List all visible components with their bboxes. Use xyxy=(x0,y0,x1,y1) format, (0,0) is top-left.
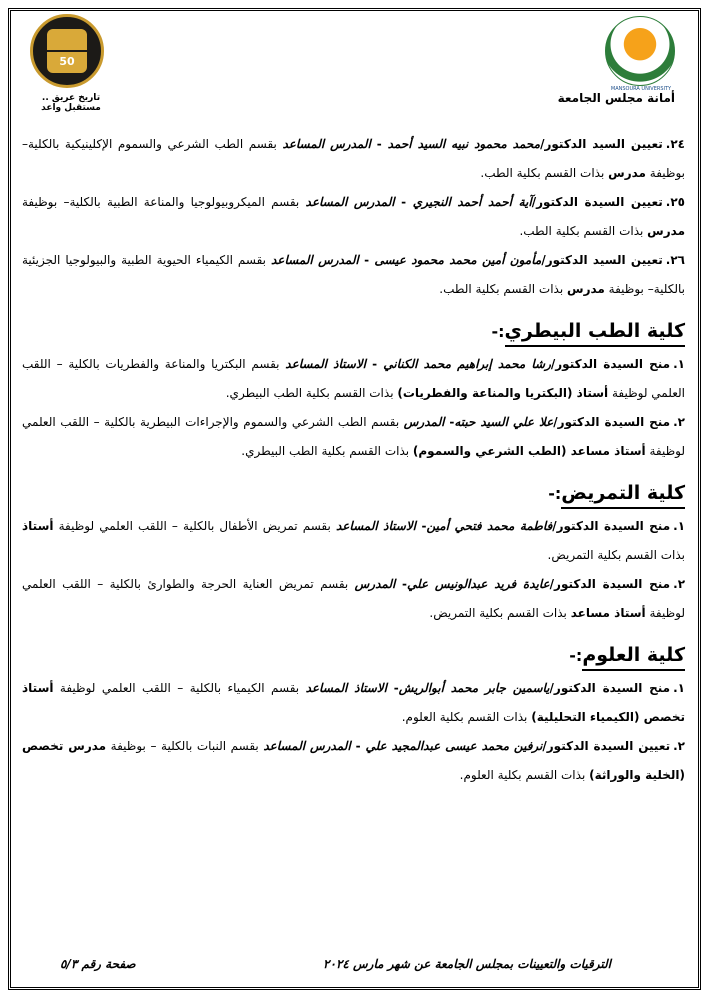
document-body xyxy=(22,130,685,790)
footer-title: الترقيات والتعيينات بمجلس الجامعة عن شهر مارس ٢٠٢٤ xyxy=(323,957,611,971)
section-science xyxy=(22,640,685,790)
section-heading: كلية التمريض:- xyxy=(22,478,685,510)
list-item: ٢.منح السيدة الدكتور/علا علي السيد حبته- المدرس بقسم الطب الشرعي والسموم والإجراءات البيطرية بالكلية – اللقب العلمي لوظيفة أستاذ مساعد (الطب الشرعي والسموم) بذات القسم بكلية الطب البيطري. xyxy=(22,415,685,458)
anniversary-logo-caption: تاريخ عريق .. مستقبل واعد xyxy=(41,93,101,113)
list-item: ١.منح السيدة الدكتور/رشا محمد إبراهيم محمد الكناني - الاستاذ المساعد بقسم البكتريا والمناعة والفطريات بالكلية – اللقب العلمي لوظيفة أستاذ (البكتريا والمناعة والفطريات) بذات القسم بكلية الطب البيطري. xyxy=(22,357,685,400)
list-item: ٢.تعيين السيدة الدكتور/نرفين محمد عيسى عبدالمجيد علي - المدرس المساعد بقسم النبات بالكلية – بوظيفة مدرس تخصص (الخلية والوراثة) بذات القسم بكلية العلوم. xyxy=(22,739,685,782)
list-item: ٢٦.تعيين السيد الدكتور/مأمون أمين محمد محمود عيسى - المدرس المساعد بقسم الكيمياء الحيوية الطبية والبيولوجيا الجزيئية بالكلية– بوظيفة مدرس بذات القسم بكلية الطب. xyxy=(22,253,685,296)
section-heading: كلية الطب البيطري:- xyxy=(22,316,685,348)
page-footer xyxy=(60,957,611,971)
list-item: ٢٥.تعيين السيدة الدكتور/آية أحمد أحمد النجيري - المدرس المساعد بقسم الميكروبيولوجيا والمناعة الطبية بالكلية– بوظيفة مدرس بذات القسم بكلية الطب. xyxy=(22,195,686,238)
page-number: صفحة رقم ٥/٣ xyxy=(60,957,136,971)
university-logo xyxy=(605,16,675,86)
list-item: ١.منح السيدة الدكتور/ياسمين جابر محمد أبوالريش- الاستاذ المساعد بقسم الكيمياء بالكلية – اللقب العلمي لوظيفة أستاذ تخصص (الكيمياء التحليلية) بذات القسم بكلية العلوم. xyxy=(22,681,685,724)
list-item: ١.منح السيدة الدكتور/فاطمة محمد فتحي أمين- الاستاذ المساعد بقسم تمريض الأطفال بالكلية – اللقب العلمي لوظيفة أستاذ بذات القسم بكلية التمريض. xyxy=(22,519,686,562)
medicine-items-continued xyxy=(22,130,685,304)
anniversary-logo xyxy=(30,14,104,88)
anniversary-number: 50 xyxy=(59,55,75,68)
section-heading: كلية العلوم:- xyxy=(22,640,685,672)
council-secretariat-label: أمانة مجلس الجامعة xyxy=(557,91,675,105)
section-veterinary xyxy=(22,316,685,466)
list-item: ٢٤.تعيين السيد الدكتور/محمد محمود نبيه السيد أحمد - المدرس المساعد بقسم الطب الشرعي والسموم الإكلينيكية بالكلية– بوظيفة مدرس بذات القسم بكلية الطب. xyxy=(22,137,685,180)
list-item: ٢.منح السيدة الدكتور/عايدة فريد عبدالونيس علي- المدرس بقسم تمريض العناية الحرجة والطوارئ بالكلية – اللقب العلمي لوظيفة أستاذ مساعد بذات القسم بكلية التمريض. xyxy=(22,577,686,620)
university-logo-caption: MANSOURA UNIVERSITY xyxy=(610,86,672,92)
section-nursing xyxy=(22,478,685,628)
